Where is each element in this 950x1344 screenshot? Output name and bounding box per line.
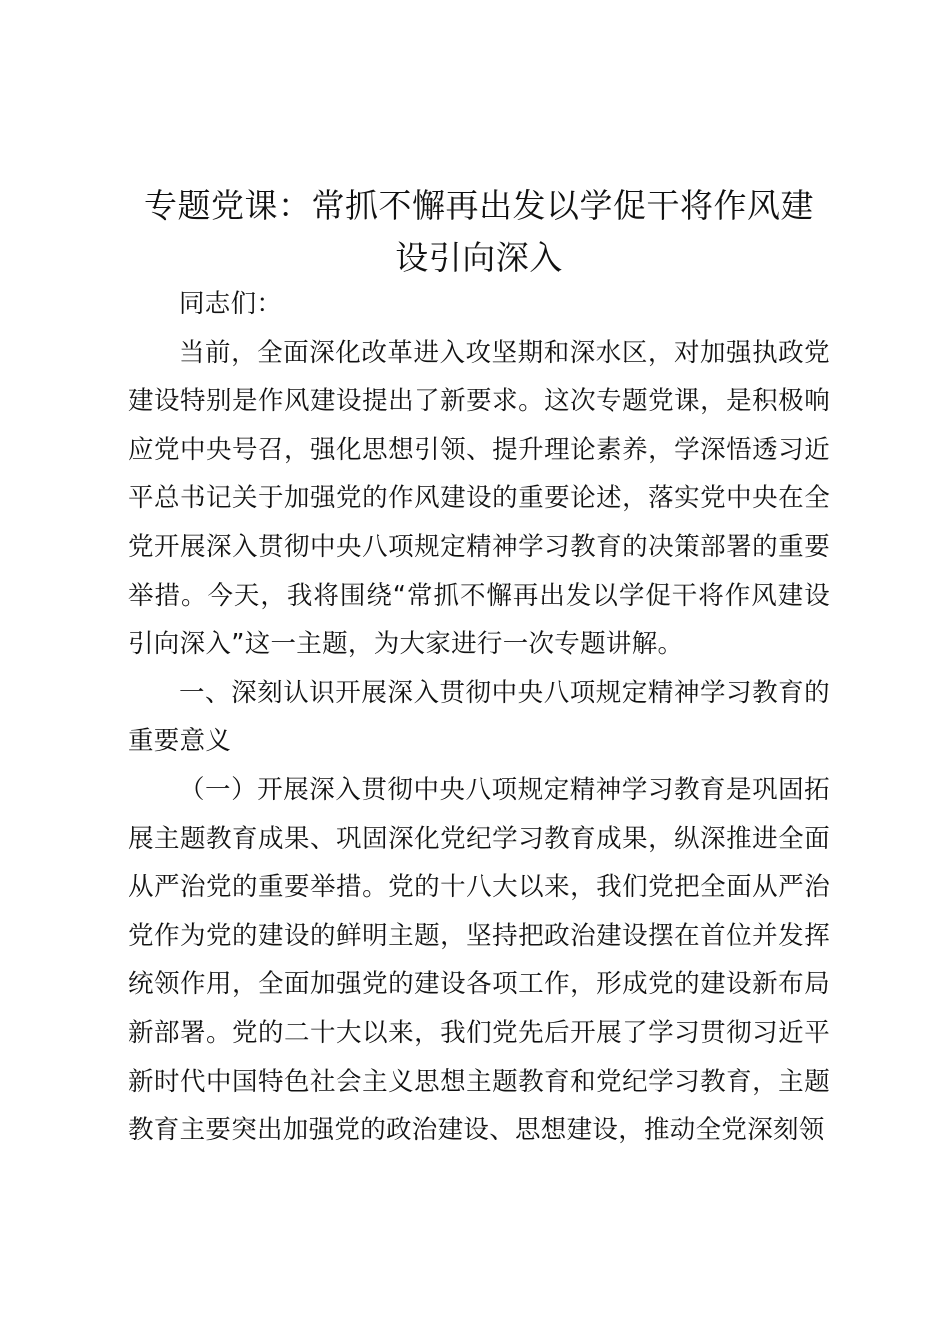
paragraph-intro: 当前，全面深化改革进入攻坚期和深水区，对加强执政党建设特别是作风建设提出了新要求。这次专题党课，是积极响应党中央号召，强化思想引领、提升理论素养，学深悟透习近平总书记关于加强党的作风建设的重要论述，落实党中央在全党开展深入贯彻中央八项规定精神学习教育的决策部署的重要举措。今天，我将围绕“常抓不懈再出发以学促干将作风建设引向深入”这一主题，为大家进行一次专题讲解。 (128, 337, 830, 660)
document-title: 专题党课：常抓不懈再出发以学促干将作风建设引向深入 (144, 186, 814, 277)
salutation: 同志们： (179, 289, 283, 319)
document-body (128, 280, 830, 1155)
paragraph-subsection-1: （一）开展深入贯彻中央八项规定精神学习教育是巩固拓展主题教育成果、巩固深化党纪学习教育成果，纵深推进全面从严治党的重要举措。党的十八大以来，我们党把全面从严治党作为党的建设的鲜明主题，坚持把政治建设摆在首位并发挥统领作用，全面加强党的建设各项工作，形成党的建设新布局新部署。党的二十大以来，我们党先后开展了学习贯彻习近平新时代中国特色社会主义思想主题教育和党纪学习教育，主题教育主要突出加强党的政治建设、思想建设，推动全党深刻领 (128, 774, 830, 1146)
section-heading-1: 一、深刻认识开展深入贯彻中央八项规定精神学习教育的重要意义 (128, 677, 830, 757)
